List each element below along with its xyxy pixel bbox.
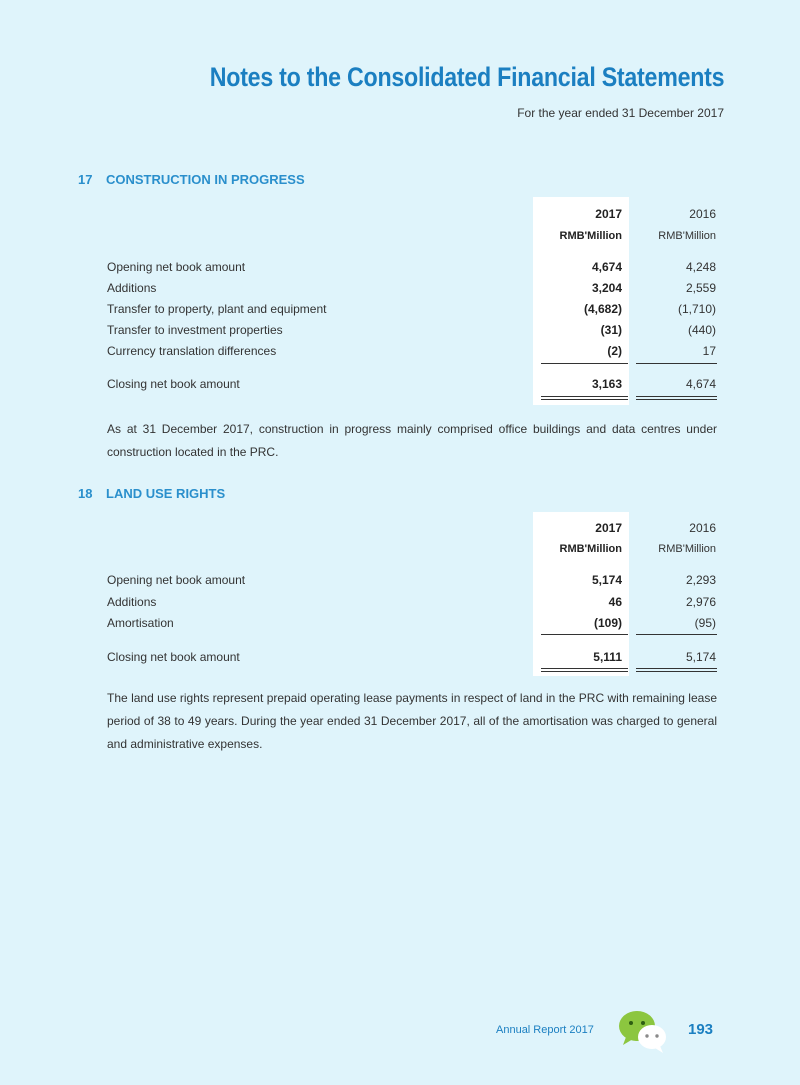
unit-current-year: RMB'Million xyxy=(559,230,622,242)
column-header-prior-year: 2016 xyxy=(689,521,716,535)
row-label: Additions xyxy=(107,281,157,295)
section-heading xyxy=(78,486,225,501)
annual-report-label: Annual Report 2017 xyxy=(496,1024,594,1036)
section-number: 18 xyxy=(78,486,93,501)
total-value-current: 5,111 xyxy=(593,650,622,664)
total-value-current: 3,163 xyxy=(591,377,622,391)
row-value-prior: 2,976 xyxy=(685,595,716,609)
row-label: Additions xyxy=(107,595,157,609)
unit-current-year: RMB'Million xyxy=(559,543,622,555)
total-label: Closing net book amount xyxy=(107,377,240,391)
row-value-current: 4,674 xyxy=(591,260,622,274)
subtotal-rule xyxy=(636,363,717,364)
column-header-current-year: 2017 xyxy=(595,207,622,221)
unit-prior-year: RMB'Million xyxy=(658,230,716,242)
wechat-icon xyxy=(616,1008,670,1054)
subtotal-rule xyxy=(541,634,628,635)
row-value-current: 46 xyxy=(608,595,622,609)
row-value-current: (109) xyxy=(593,616,622,630)
total-value-prior: 4,674 xyxy=(685,377,716,391)
row-label: Opening net book amount xyxy=(107,260,246,274)
row-value-prior: (440) xyxy=(687,323,716,337)
total-double-rule xyxy=(541,668,628,672)
unit-prior-year: RMB'Million xyxy=(658,543,716,555)
subtotal-rule xyxy=(541,363,628,364)
column-header-prior-year: 2016 xyxy=(689,207,716,221)
row-value-current: 3,204 xyxy=(591,281,622,295)
current-year-highlight xyxy=(533,197,629,405)
row-value-prior: 4,248 xyxy=(685,260,716,274)
section-note: The land use rights represent prepaid operating lease payments in respect of land in the PRC with remaining lease period of 38 to 49 years. During the year ended 31 December 2017, all of the amortisation was charged to general and administrative expenses. xyxy=(107,691,717,751)
page-number: 193 xyxy=(688,1021,714,1038)
row-value-prior: (1,710) xyxy=(677,302,716,316)
row-label: Transfer to investment properties xyxy=(107,323,283,337)
row-label: Opening net book amount xyxy=(107,573,246,587)
page-title: Notes to the Consolidated Financial Statements xyxy=(209,62,724,92)
row-value-prior: 2,293 xyxy=(685,573,716,587)
row-label: Currency translation differences xyxy=(107,344,277,358)
row-value-prior: (95) xyxy=(694,616,716,630)
row-value-current: 5,174 xyxy=(591,573,622,587)
row-label: Amortisation xyxy=(107,616,174,630)
section-title: LAND USE RIGHTS xyxy=(106,486,226,501)
section-title: CONSTRUCTION IN PROGRESS xyxy=(106,172,305,187)
row-value-current: (4,682) xyxy=(583,302,622,316)
total-double-rule xyxy=(636,668,717,672)
total-value-prior: 5,174 xyxy=(685,650,716,664)
section-heading xyxy=(78,172,305,187)
total-double-rule xyxy=(541,396,628,400)
row-value-current: (31) xyxy=(600,323,622,337)
row-label: Transfer to property, plant and equipment xyxy=(107,302,327,316)
total-double-rule xyxy=(636,396,717,400)
section-note: As at 31 December 2017, construction in progress mainly comprised office buildings and data centres under construction located in the PRC. xyxy=(107,422,717,459)
row-value-prior: 17 xyxy=(702,344,716,358)
column-header-current-year: 2017 xyxy=(595,521,622,535)
subtotal-rule xyxy=(636,634,717,635)
total-label: Closing net book amount xyxy=(107,650,240,664)
row-value-current: (2) xyxy=(607,344,622,358)
row-value-prior: 2,559 xyxy=(685,281,716,295)
section-number: 17 xyxy=(78,172,93,187)
page-subtitle: For the year ended 31 December 2017 xyxy=(517,106,724,120)
